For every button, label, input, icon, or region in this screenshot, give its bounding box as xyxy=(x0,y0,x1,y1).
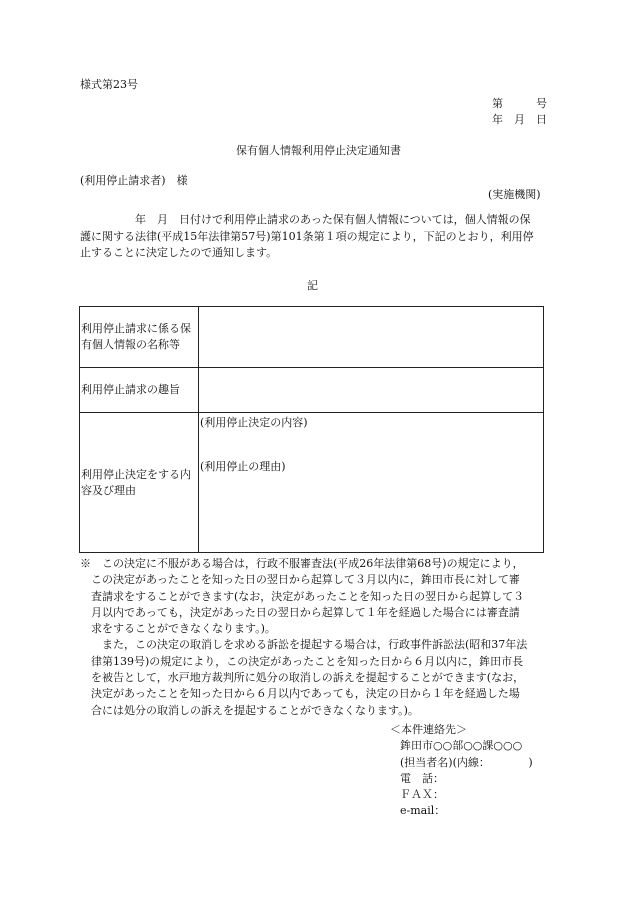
notice-line: 月以内であっても，決定があった日の翌日から起算して１年を経過した場合には審査請 xyxy=(80,605,520,619)
table-row xyxy=(80,368,544,413)
contact-email: e-mail： xyxy=(400,804,446,818)
contact-phone: 電 話： xyxy=(400,771,444,785)
notice-line: 律第139号)の規定により，この決定があったことを知った日から６月以内に，鉾田市長 xyxy=(80,654,524,668)
row-label-name: 利用停止請求に係る保有個人情報の名称等 xyxy=(80,307,199,368)
form-number: 様式第23号 xyxy=(80,78,138,91)
notice-line: また，この決定の取消しを求める訴訟を提起する場合は，行政事件訴訟法(昭和37年法 xyxy=(80,638,528,652)
row-value-purpose xyxy=(199,368,544,413)
issuing-agency: (実施機関) xyxy=(488,188,541,201)
notice-line: 求をすることができなくなります。)。 xyxy=(80,622,276,636)
notice-line: この決定があったことを知った日の翌日から起算して３月以内に，鉾田市長に対して審 xyxy=(80,573,520,587)
row-label-decision: 利用停止決定をする内容及び理由 xyxy=(80,413,199,553)
body-text xyxy=(80,212,552,262)
decision-reason-heading: (利用停止の理由) xyxy=(200,460,286,473)
body-line: 止することに決定したので通知します。 xyxy=(80,246,278,259)
contact-block xyxy=(390,722,533,820)
addressee: (利用停止請求者) 様 xyxy=(80,174,188,187)
notice-line: 合には処分の取消しの訴えを提起することができなくなります。)。 xyxy=(80,703,419,717)
row-value-name xyxy=(199,307,544,368)
decision-table xyxy=(79,306,544,553)
ki-heading: 記 xyxy=(307,279,318,292)
notice-line: 査請求をすることができます(なお，決定があったことを知った日の翌日から起算して３ xyxy=(80,589,525,603)
contact-heading: ＜本件連絡先＞ xyxy=(390,723,467,736)
notice-line: 決定があったことを知った日から６月以内であっても，決定の日から１年を経過した場 xyxy=(80,687,520,701)
row-label-purpose: 利用停止請求の趣旨 xyxy=(80,368,199,413)
body-line: 護に関する法律(平成15年法律第57号)第101条第１項の規定により，下記のとおり，利用停 xyxy=(80,229,534,243)
appeal-notice xyxy=(80,556,550,719)
decision-content-heading: (利用停止決定の内容) xyxy=(200,416,308,429)
table-row xyxy=(80,307,544,368)
document-date: 年 月 日 xyxy=(492,113,547,126)
notice-line: ※ この決定に不服がある場合は，行政不服審査法(平成26年法律第68号)の規定により， xyxy=(80,557,524,570)
contact-fax: ＦＡＸ： xyxy=(400,788,444,802)
contact-department: 鉾田市○○部○○課○○○ xyxy=(400,739,523,753)
body-line: 年 月 日付けで利用停止請求のあった保有個人情報については，個人情報の保 xyxy=(80,213,531,226)
contact-person: (担当者名)(内線： ) xyxy=(400,755,533,769)
document-number: 第 号 xyxy=(492,97,547,110)
table-row xyxy=(80,413,544,553)
row-value-decision xyxy=(199,413,544,553)
notice-line: を被告として，水戸地方裁判所に処分の取消しの訴えを提起することができます(なお， xyxy=(80,671,525,685)
document-title: 保有個人情報利用停止決定通知書 xyxy=(236,144,401,157)
